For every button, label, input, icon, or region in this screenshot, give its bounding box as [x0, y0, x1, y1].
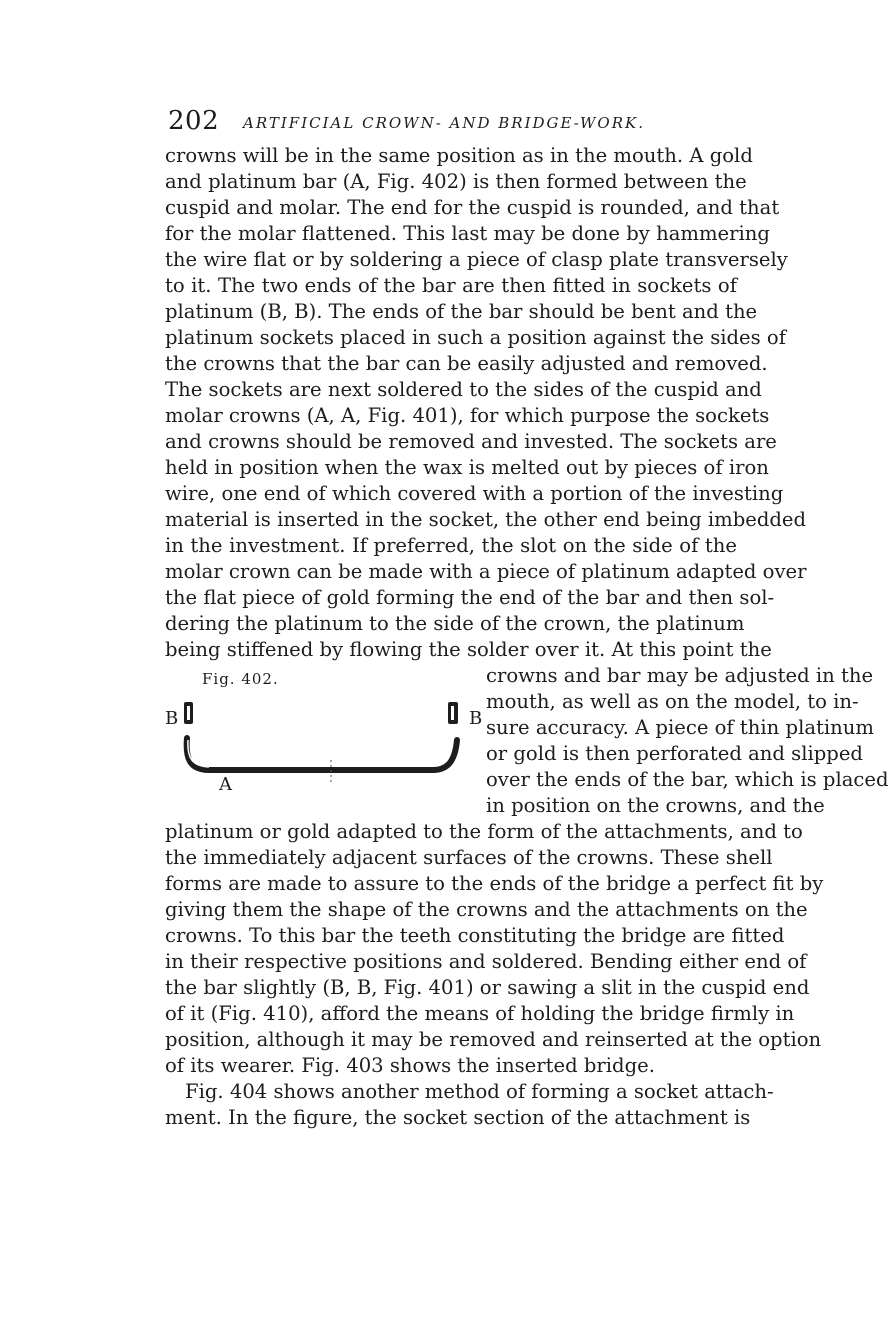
text-line: the crowns that the bar can be easily adjusted and removed.: [165, 352, 768, 375]
text-line: crowns will be in the same position as in the mouth. A gold: [165, 144, 753, 167]
text-line: wire, one end of which covered with a portion of the investing: [165, 482, 784, 505]
text-line: platinum (B, B). The ends of the bar should be bent and the: [165, 300, 758, 323]
right-socket: [448, 702, 458, 724]
text-line: for the molar flattened. This last may be done by hammering: [165, 222, 770, 245]
text-line: being stiffened by flowing the solder over it. At this point the: [165, 638, 772, 661]
text-line: crowns. To this bar the teeth constituting the bridge are fitted: [165, 924, 785, 947]
text-line: molar crowns (A, A, Fig. 401), for which purpose the sockets: [165, 404, 770, 427]
text-line: platinum sockets placed in such a position against the sides of: [165, 326, 786, 349]
figure-caption: Fig. 402.: [202, 670, 279, 688]
text-line: mouth, as well as on the model, to in-: [486, 690, 859, 713]
text-line: giving them the shape of the crowns and the attachments on the: [165, 898, 808, 921]
figure-label-a: A: [219, 774, 232, 795]
text-line: sure accuracy. A piece of thin platinum: [486, 716, 874, 739]
text-line: to it. The two ends of the bar are then fitted in sockets of: [165, 274, 737, 297]
text-line: the wire flat or by soldering a piece of clasp plate transversely: [165, 248, 788, 271]
text-line: dering the platinum to the side of the crown, the platinum: [165, 612, 745, 635]
text-line: platinum or gold adapted to the form of the attachments, and to: [165, 820, 803, 843]
text-line: in the investment. If preferred, the slot on the side of the: [165, 534, 737, 557]
page-number: 202: [168, 106, 220, 136]
figure-402: [165, 670, 483, 802]
text-line: and platinum bar (A, Fig. 402) is then formed between the: [165, 170, 747, 193]
platinum-bar: [187, 738, 457, 770]
text-line: crowns and bar may be adjusted in the: [486, 664, 874, 687]
figure-label-b-left: B: [165, 708, 179, 729]
text-line: and crowns should be removed and invested. The sockets are: [165, 430, 777, 453]
text-line: of its wearer. Fig. 403 shows the inserted bridge.: [165, 1054, 655, 1077]
left-socket: [184, 702, 193, 724]
text-line: ment. In the figure, the socket section of the attachment is: [165, 1106, 751, 1129]
text-line: the immediately adjacent surfaces of the crowns. These shell: [165, 846, 773, 869]
running-head: ARTIFICIAL CROWN- AND BRIDGE-WORK.: [243, 114, 645, 132]
text-line: cuspid and molar. The end for the cuspid is rounded, and that: [165, 196, 780, 219]
text-line: in position on the crowns, and the: [486, 794, 825, 817]
text-line: of it (Fig. 410), afford the means of holding the bridge firmly in: [165, 1002, 795, 1025]
bar-and-sockets-drawing: [165, 672, 475, 802]
text-line: held in position when the wax is melted out by pieces of iron: [165, 456, 769, 479]
text-line: over the ends of the bar, which is placed: [486, 768, 889, 791]
text-line: the bar slightly (B, B, Fig. 401) or sawing a slit in the cuspid end: [165, 976, 810, 999]
text-line: forms are made to assure to the ends of the bridge a perfect fit by: [165, 872, 824, 895]
figure-label-b-right: B: [469, 708, 483, 729]
text-line: material is inserted in the socket, the other end being imbedded: [165, 508, 807, 531]
text-line: The sockets are next soldered to the sides of the cuspid and: [165, 378, 762, 401]
text-line: Fig. 404 shows another method of forming a socket attach-: [185, 1080, 774, 1103]
text-line: or gold is then perforated and slipped: [486, 742, 863, 765]
text-line: molar crown can be made with a piece of platinum adapted over: [165, 560, 807, 583]
text-line: in their respective positions and soldered. Bending either end of: [165, 950, 807, 973]
text-line: the flat piece of gold forming the end of the bar and then sol-: [165, 586, 775, 609]
text-line: position, although it may be removed and reinserted at the option: [165, 1028, 822, 1051]
